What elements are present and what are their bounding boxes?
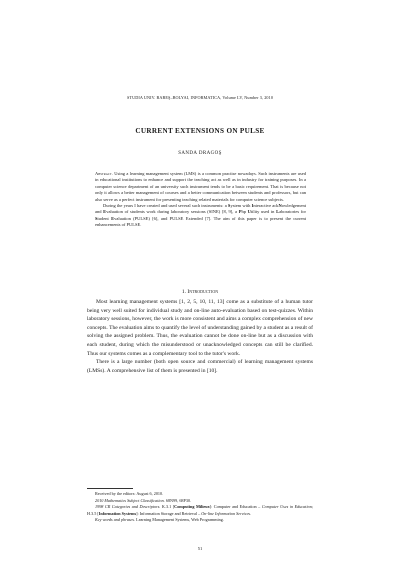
cr-text-2b: Information Systems [98,510,137,516]
keywords-value: Learning Management Systems, Web Programming. [135,517,224,522]
footnote-rule [87,488,133,489]
paper-title: CURRENT EXTENSIONS ON PULSE [135,127,265,135]
abstract-paragraph-2: During the years I have created and used several such instruments: a System with Interactive ackNowledgement and Evaluation of students work during laboratory sessions (SINE) [8, 9], a Php Utility used in Laboratories for Student Evaluation (PULSE) [6], and PULSE Extended [7]. The aim of this paper is to present the current enhancements of PULSE. [95,203,307,228]
abstract-text-2f: hp [241,209,248,215]
footnotes [87,491,313,524]
cr-text-1: K.3.1 [ [160,504,175,509]
cr-text-1b: Computing Milieux [174,504,210,509]
msc-label: 2010 Mathematics Subject Classification. [95,497,165,503]
cr-text-1d: Computer Uses in Education [261,504,312,509]
cr-text-2: ; H.3.5 [ [87,504,313,516]
abstract-text-2i: tudent [97,215,112,221]
abstract-text-2j: valuation (PULSE) [6], and PULSE Extended [7]. The aim of this paper is to present the current enhancements of PULSE. [95,215,307,228]
footnote-received: Received by the editors: August 6, 2010. [95,491,164,496]
abstract-text-2b: ystem with [230,203,252,209]
abstract-text-2e: valuation of students work during laboratory sessions (SINE) [8, 9], a [106,209,239,215]
page-number: 51 [197,546,203,551]
cr-text-2c: ]: Information Storage and Retrieval – [136,510,202,516]
running-header: STUDIA UNIV. BABEŞ–BOLYAI, INFORMATICA, Volume LV, Number 3, 2010 [126,95,274,100]
cr-label: 1998 CR Categories and Descriptors. [95,504,161,509]
abstract-text-2h: aboratories for [279,209,307,215]
cr-text-end: . [250,510,252,516]
abstract-text-2g: tility used in [250,209,277,215]
abstract-text-2d: owledgement and [95,203,306,215]
footnote-cr [87,504,313,517]
abstract-text-1: Using a learning management system (LMS) is a common practise nowadays. Such instruments are used in educational institutions to enhance and support the teaching act as well as in industry for training purposes. In a computer science department of an university such instrument tends to be a basic requirement. That is because not only it allows a better management of courses and a better communication between students and professors, but can also serve as a perfect instrument for presenting teaching related materials for computer science subjects. [95,171,306,202]
body-paragraph-1: Most learning management systems [1, 2, 5, 10, 11, 13] come as a substitute of a human tutor being very well suited for individual study and on-line auto-evaluation based on test-quizzes. Within laboratory sessions, however, the work is more consistent and aims a complex comprehension of new concepts. The evaluation aims to quantify the level of understanding gained by a student as a result of solving the assigned problem. Thus, the evaluation cannot be done on-line but as a discussion with each student, during which the misunderstood or unacknowledged concepts can still be clarified. Thus our systems comes as a complementary tool to the tutor's work. [87,299,313,357]
section-heading: 1. Introduction [181,289,219,295]
abstract [95,171,306,229]
msc-value: 68N99, 68P30. [164,497,192,503]
footnote-keywords [87,517,313,524]
abstract-label: Abstract. [95,171,113,176]
body-paragraph-2: There is a large number (both open source and commercial) of learning management systems (LMSs). A comprehensive list of them is presented in [10]. [87,359,313,374]
abstract-paragraph-1 [95,171,306,203]
cr-text-2d: On-line Information Services [201,510,251,516]
abstract-text-2a: During the years I have created and used several such instruments: a [103,203,228,209]
cr-text-1c: ]: Computer and Education – [209,504,262,509]
keywords-label: Key words and phrases. [95,517,136,522]
body-text [87,298,313,375]
author-name: SANDA DRAGOŞ [178,151,222,156]
abstract-text-2c: nteractive ack [253,203,279,209]
